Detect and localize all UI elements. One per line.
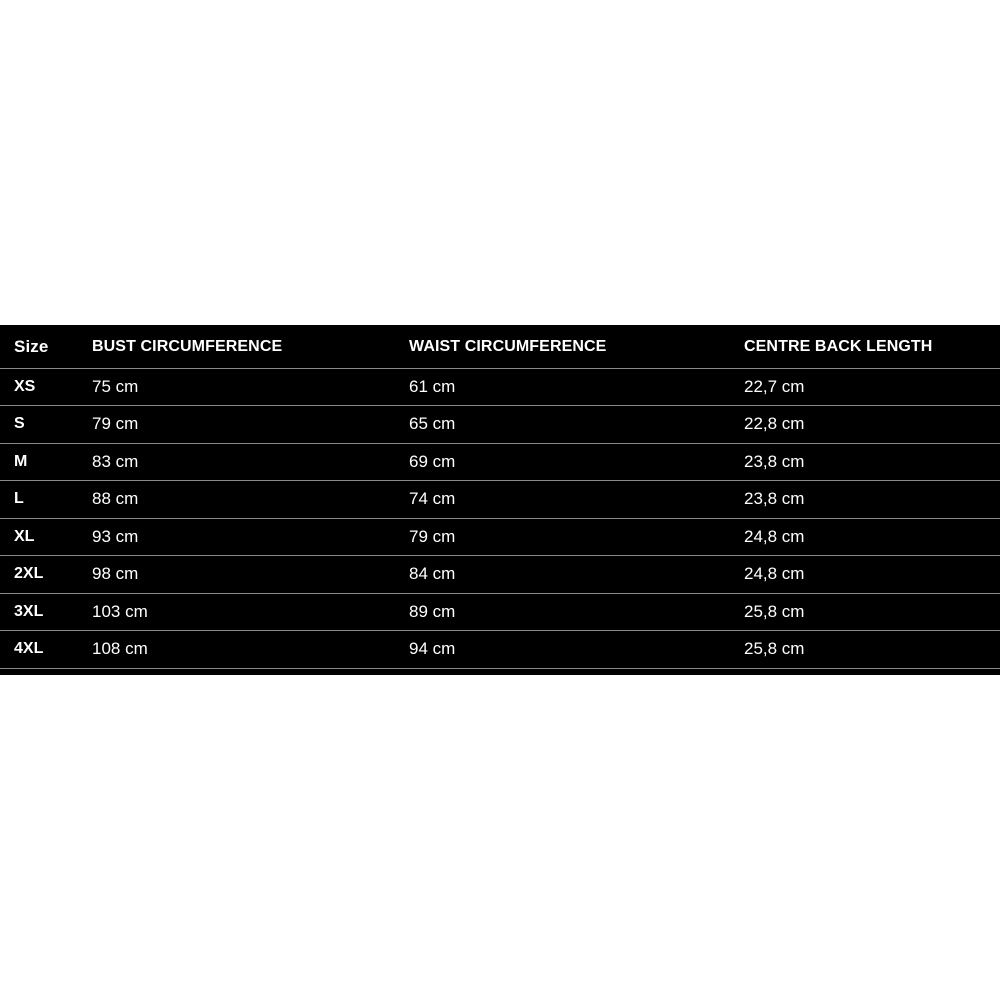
table-header xyxy=(0,325,1000,368)
waist-cell: 74 cm xyxy=(409,489,456,509)
bust-cell: 75 cm xyxy=(92,376,139,396)
size-cell: M xyxy=(14,452,28,470)
table-row xyxy=(0,631,1000,669)
back-length-cell: 24,8 cm xyxy=(744,564,805,584)
bust-cell: 83 cm xyxy=(92,451,139,471)
back-length-cell: 25,8 cm xyxy=(744,601,805,621)
bust-cell: 79 cm xyxy=(92,414,139,434)
bust-cell: 93 cm xyxy=(92,526,139,546)
size-table xyxy=(0,325,1000,669)
size-cell: XL xyxy=(14,527,35,545)
waist-cell: 65 cm xyxy=(409,414,456,434)
waist-cell: 94 cm xyxy=(409,639,456,659)
waist-cell: 84 cm xyxy=(409,564,456,584)
bust-cell: 108 cm xyxy=(92,639,148,659)
size-cell: 4XL xyxy=(14,640,44,658)
size-cell: 2XL xyxy=(14,565,44,583)
back-length-cell: 22,7 cm xyxy=(744,376,805,396)
back-length-cell: 23,8 cm xyxy=(744,489,805,509)
size-cell: S xyxy=(14,415,25,433)
back-length-cell: 24,8 cm xyxy=(744,526,805,546)
waist-cell: 79 cm xyxy=(409,526,456,546)
header-waist-circumference: WAIST CIRCUMFERENCE xyxy=(409,338,607,356)
table-row xyxy=(0,443,1000,481)
bust-cell: 98 cm xyxy=(92,564,139,584)
header-bust-circumference: BUST CIRCUMFERENCE xyxy=(92,338,283,356)
size-chart-panel xyxy=(0,325,1000,675)
table-row xyxy=(0,593,1000,631)
waist-cell: 61 cm xyxy=(409,376,456,396)
table-row xyxy=(0,518,1000,556)
header-centre-back-length: CENTRE BACK LENGTH xyxy=(744,338,933,356)
table-row xyxy=(0,481,1000,519)
table-row xyxy=(0,556,1000,594)
header-size: Size xyxy=(14,337,49,357)
waist-cell: 69 cm xyxy=(409,451,456,471)
size-cell: 3XL xyxy=(14,602,44,620)
bust-cell: 88 cm xyxy=(92,489,139,509)
size-cell: XS xyxy=(14,377,36,395)
back-length-cell: 23,8 cm xyxy=(744,451,805,471)
bust-cell: 103 cm xyxy=(92,601,148,621)
header-row xyxy=(0,325,1000,368)
waist-cell: 89 cm xyxy=(409,601,456,621)
size-cell: L xyxy=(14,490,24,508)
table-body xyxy=(0,368,1000,668)
back-length-cell: 25,8 cm xyxy=(744,639,805,659)
table-row xyxy=(0,368,1000,406)
table-row xyxy=(0,406,1000,444)
back-length-cell: 22,8 cm xyxy=(744,414,805,434)
